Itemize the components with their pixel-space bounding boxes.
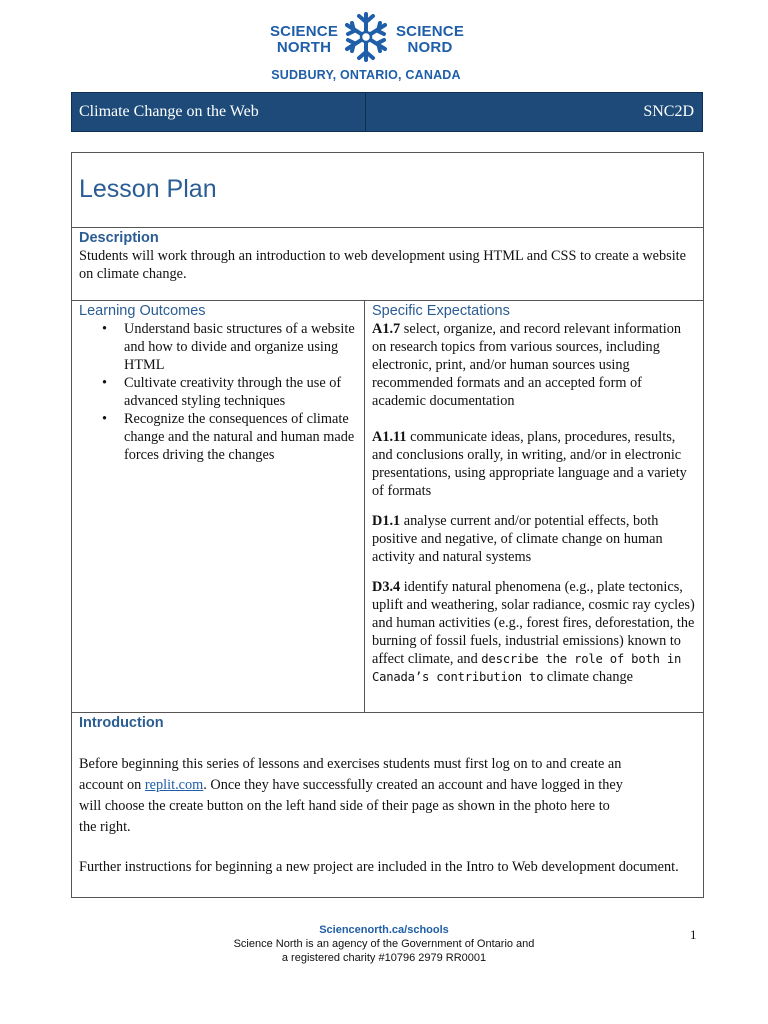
outcome-text: Understand basic structures of a website and how to divide and organize using HTML (124, 321, 355, 373)
introduction-paragraph (79, 754, 696, 838)
intro-text: Before beginning this series of lessons and exercises students must first log on to and create an account on (79, 756, 622, 793)
lesson-plan-table (71, 152, 704, 898)
bullet-icon: • (102, 375, 108, 391)
expectation-code: A1.11 (372, 429, 407, 445)
expectation-code: D3.4 (372, 579, 401, 595)
introduction-paragraph-2: Further instructions for beginning a new project are included in the Intro to Web development document. (79, 859, 679, 875)
science-north-logo (266, 8, 466, 88)
expectation-item (372, 512, 696, 566)
header-bar (71, 92, 703, 132)
intro-text: . Once they have successfully created an account and have logged in they will choose the create button on the left hand side of their page as shown in the photo here to the right. (79, 777, 623, 835)
expectation-text: communicate ideas, plans, procedures, results, and conclusions orally, in writing, and/or in electronic presentations, using appropriate language and a variety of formats (372, 429, 687, 499)
logo-word-nord: NORD (407, 39, 453, 56)
expectation-item (372, 578, 696, 686)
footer-charity-text: a registered charity #10796 2979 RR0001 (281, 952, 487, 964)
description-section (72, 228, 703, 301)
expectation-text: analyse current and/or potential effects, both positive and negative, of climate change on human activity and natural systems (372, 513, 663, 565)
learning-outcomes-list (79, 320, 357, 464)
specific-expectations-heading: Specific Expectations (372, 303, 510, 319)
logo-word-science-fr: SCIENCE (395, 23, 465, 40)
page-title: Lesson Plan (72, 153, 703, 228)
learning-outcomes-heading: Learning Outcomes (79, 303, 206, 319)
replit-link[interactable]: replit.com (144, 777, 204, 793)
expectation-code: D1.1 (372, 513, 401, 529)
course-title: Climate Change on the Web (72, 93, 366, 131)
footer-website-link[interactable]: Sciencenorth.ca/schools (319, 924, 449, 936)
expectation-text-end: climate change (546, 669, 634, 685)
expectation-item (372, 320, 696, 410)
introduction-heading: Introduction (79, 715, 164, 731)
bullet-icon: • (102, 321, 108, 337)
list-item (79, 410, 357, 464)
expectation-text: select, organize, and record relevant information on research topics from various sources, including electronic, print, and/or human sources using recommended formats and an accepted form of academic documentation (372, 321, 681, 409)
page-number: 1 (690, 927, 697, 942)
logo-text-french (392, 24, 468, 56)
list-item (79, 320, 357, 374)
outcome-text: Cultivate creativity through the use of advanced styling techniques (124, 375, 342, 409)
logo-word-north: NORTH (276, 39, 332, 56)
expectation-text: identify natural phenomena (e.g., plate tectonics, uplift and weathering, solar radiance, cosmic ray cycles) and human activities (e.g., forest fires, deforestation, the burning of fossil fuels, industrial emissions) known to affect climate, and (372, 579, 695, 667)
description-text: Students will work through an introduction to web development using HTML and CSS to create a website on climate change. (79, 248, 686, 282)
learning-outcomes-cell (72, 301, 365, 712)
specific-expectations-cell (365, 301, 703, 712)
footer (0, 924, 768, 965)
expectation-code: A1.7 (372, 321, 401, 337)
list-item (79, 374, 357, 410)
logo-city: SUDBURY, ONTARIO, CANADA (271, 68, 461, 82)
introduction-section (72, 713, 703, 878)
logo-text-english (266, 24, 342, 56)
footer-agency-text: Science North is an agency of the Government of Ontario and (233, 938, 535, 950)
course-code: SNC2D (643, 103, 694, 120)
logo-word-science: SCIENCE (269, 23, 339, 40)
outcomes-expectations-row (72, 301, 703, 713)
outcome-text: Recognize the consequences of climate change and the natural and human made forces driving the changes (124, 411, 355, 463)
snowflake-icon (344, 10, 388, 64)
bullet-icon: • (102, 411, 108, 427)
expectation-text-mono: describe the role of both in Canada’s contribution to (372, 652, 682, 684)
expectation-item (372, 428, 696, 500)
description-heading: Description (79, 230, 159, 246)
